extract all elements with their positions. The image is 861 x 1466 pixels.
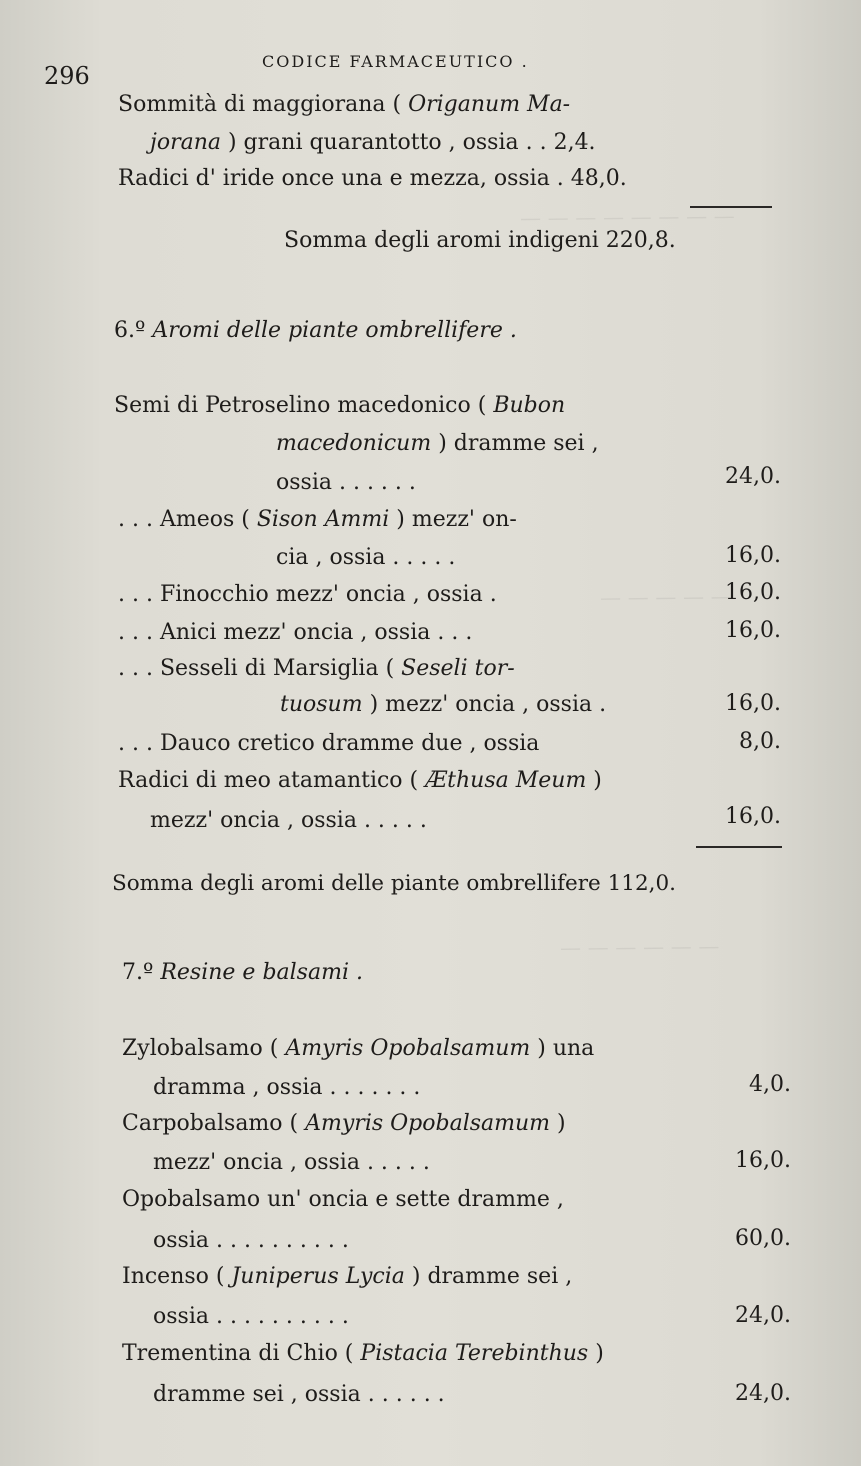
list-item: Semi di Petroselino macedonico ( Bubon xyxy=(114,393,566,418)
section-heading: 6.º Aromi delle piante ombrellifere . xyxy=(114,318,517,343)
amount-value: 60,0. xyxy=(735,1226,791,1251)
bleed-through-text: — — — — — — xyxy=(559,934,720,960)
list-item: Opobalsamo un' oncia e sette dramme , xyxy=(122,1187,564,1212)
list-item: dramme sei , ossia . . . . . . xyxy=(153,1382,445,1407)
amount-value: 16,0. xyxy=(725,618,781,643)
list-item: . . . Ameos ( Sison Ammi ) mezz' on- xyxy=(118,507,517,532)
list-item: Radici di meo atamantico ( Æthusa Meum ) xyxy=(118,768,602,793)
list-item: Trementina di Chio ( Pistacia Terebinthus ) xyxy=(122,1341,604,1366)
amount-value: 16,0. xyxy=(725,691,781,716)
text-line: Sommità di maggiorana ( Origanum Ma- xyxy=(118,92,571,117)
list-item: . . . Sesseli di Marsiglia ( Seseli tor- xyxy=(118,656,515,681)
section-sum: Somma degli aromi indigeni 220,8. xyxy=(284,228,676,253)
amount-value: 16,0. xyxy=(725,543,781,568)
amount-value: 8,0. xyxy=(739,729,781,754)
amount-value: 24,0. xyxy=(725,464,781,489)
list-item: ossia . . . . . . . . . . xyxy=(153,1228,349,1253)
list-item: Incenso ( Juniperus Lycia ) dramme sei , xyxy=(122,1264,573,1289)
list-item: mezz' oncia , ossia . . . . . xyxy=(150,808,427,833)
list-item: . . . Dauco cretico dramme due , ossia xyxy=(118,731,540,756)
list-item: tuosum ) mezz' oncia , ossia . xyxy=(280,692,607,717)
list-item: Carpobalsamo ( Amyris Opobalsamum ) xyxy=(122,1111,566,1136)
list-item: dramma , ossia . . . . . . . xyxy=(153,1075,421,1100)
amount-value: 16,0. xyxy=(725,580,781,605)
list-item: cia , ossia . . . . . xyxy=(276,545,456,570)
bleed-through-text: — — — — — xyxy=(599,584,732,610)
amount-value: 16,0. xyxy=(725,804,781,829)
text-line: Radici d' iride once una e mezza, ossia . 48,0. xyxy=(118,166,627,191)
sum-rule xyxy=(690,206,772,208)
sum-rule xyxy=(696,846,782,848)
running-title: CODICE FARMACEUTICO . xyxy=(262,52,529,71)
list-item: macedonicum ) dramme sei , xyxy=(276,431,599,456)
list-item: . . . Anici mezz' oncia , ossia . . . xyxy=(118,620,473,645)
bleed-through-text: — — — — — — — — xyxy=(519,203,735,231)
text-line: jorana ) grani quarantotto , ossia . . 2,4. xyxy=(150,130,596,155)
amount-value: 24,0. xyxy=(735,1381,791,1406)
section-sum: Somma degli aromi delle piante ombrellifere 112,0. xyxy=(112,871,676,896)
section-heading: 7.º Resine e balsami . xyxy=(122,960,363,985)
list-item: ossia . . . . . . xyxy=(276,470,416,495)
amount-value: 4,0. xyxy=(749,1072,791,1097)
amount-value: 16,0. xyxy=(735,1148,791,1173)
list-item: ossia . . . . . . . . . . xyxy=(153,1304,349,1329)
list-item: Zylobalsamo ( Amyris Opobalsamum ) una xyxy=(122,1036,595,1061)
list-item: mezz' oncia , ossia . . . . . xyxy=(153,1150,430,1175)
page-number: 296 xyxy=(44,62,90,90)
list-item: . . . Finocchio mezz' oncia , ossia . xyxy=(118,582,497,607)
amount-value: 24,0. xyxy=(735,1303,791,1328)
